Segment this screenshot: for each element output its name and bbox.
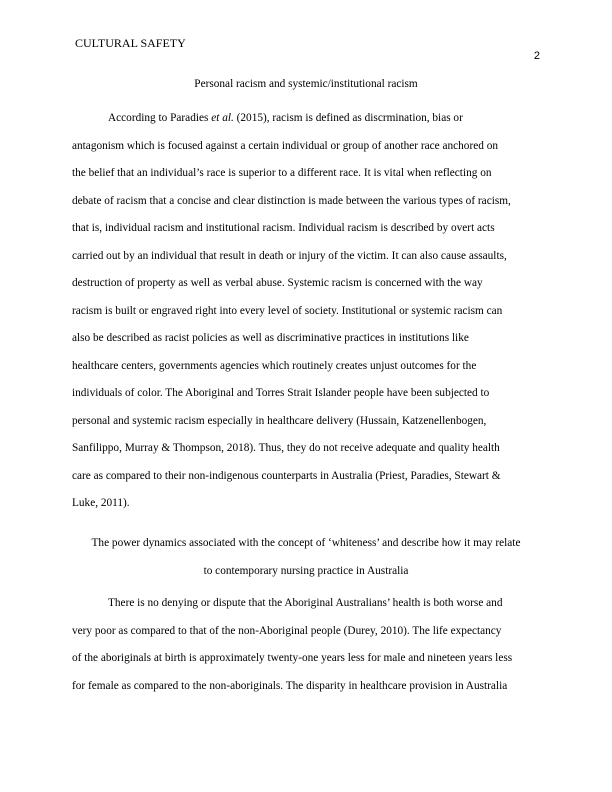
italic-text: et al. <box>211 112 234 124</box>
section-heading <box>72 530 540 585</box>
paragraph-line: also be described as racist policies as well as discriminative practices in institutions like <box>72 332 469 344</box>
paragraph-line: that is, individual racism and institutional racism. Individual racism is described by overt acts <box>72 222 495 234</box>
text-run: According to Paradies <box>108 112 212 124</box>
paragraph-line: racism is built or engraved right into every level of society. Institutional or systemic racism can <box>72 304 503 317</box>
page-number: 2 <box>533 50 540 62</box>
paragraph-line: Sanfilippo, Murray & Thompson, 2018). Thus, they do not receive adequate and quality health <box>72 442 500 454</box>
heading-line: to contemporary nursing practice in Australia <box>203 564 409 577</box>
paragraph-line: care as compared to their non-indigenous counterparts in Australia (Priest, Paradies, Stewart & <box>72 469 501 482</box>
heading-line: The power dynamics associated with the concept of ‘whiteness’ and describe how it may relate <box>91 537 521 549</box>
paragraph-line: the belief that an individual’s race is superior to a different race. It is vital when reflecting on <box>72 167 492 179</box>
section-heading: Personal racism and systemic/institutional racism <box>194 78 418 90</box>
paragraph-line: very poor as compared to that of the non-Aboriginal people (Durey, 2010). The life expectancy <box>72 624 502 637</box>
paragraph-line: carried out by an individual that result in death or injury of the victim. It can also cause assaults, <box>72 249 507 262</box>
running-head: CULTURAL SAFETY <box>75 36 186 50</box>
paragraph-line: of the aboriginals at birth is approximately twenty-one years less for male and nineteen years less <box>72 652 513 664</box>
paragraph-line: for female as compared to the non-aboriginals. The disparity in healthcare provision in Australia <box>72 679 508 692</box>
paragraph-first-line: There is no denying or dispute that the Aboriginal Australians’ health is both worse and <box>108 597 503 609</box>
paragraph-line: antagonism which is focused against a certain individual or group of another race anchored on <box>72 139 498 152</box>
paragraph-line: personal and systemic racism especially in healthcare delivery (Hussain, Katzenellenbogen, <box>72 414 487 427</box>
paragraph-line: destruction of property as well as verbal abuse. Systemic racism is concerned with the way <box>72 277 483 289</box>
paragraph-line: debate of racism that a concise and clear distinction is made between the various types of racism, <box>72 194 511 207</box>
paragraph-first-line <box>108 112 463 124</box>
text-run: (2015), racism is defined as discrmination, bias or <box>233 112 463 124</box>
paragraph-line: healthcare centers, governments agencies which routinely creates unjust outcomes for the <box>72 359 477 372</box>
paragraph-line: individuals of color. The Aboriginal and Torres Strait Islander people have been subjected to <box>72 387 490 399</box>
paragraph-line: Luke, 2011). <box>72 497 130 509</box>
